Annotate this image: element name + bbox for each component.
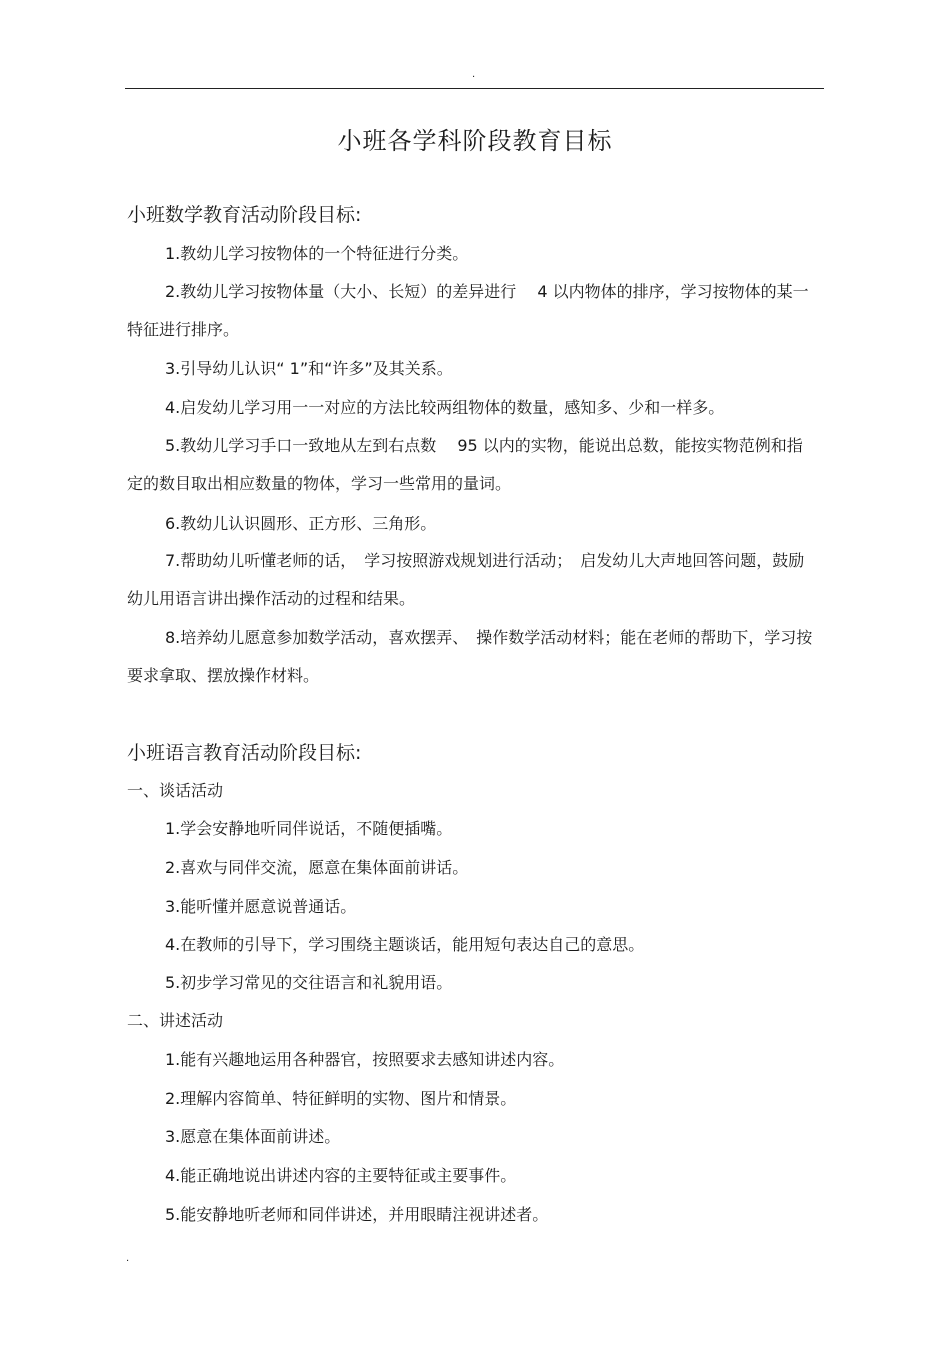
math-item-6: 6.教幼儿认识圆形、正方形、三角形。 [165, 514, 437, 533]
narrate-item-4: 4.能正确地说出讲述内容的主要特征或主要事件。 [165, 1166, 517, 1185]
narrate-item-5: 5.能安静地听老师和同伴讲述，并用眼睛注视讲述者。 [165, 1205, 549, 1224]
talk-item-4: 4.在教师的引导下，学习围绕主题谈话，能用短句表达自己的意思。 [165, 935, 645, 954]
footer-mark: . [126, 1253, 130, 1264]
math-item-3: 3.引导幼儿认识“ 1”和“许多”及其关系。 [165, 359, 453, 378]
narrate-activity-heading: 二、讲述活动 [127, 1011, 224, 1030]
math-item-4: 4.启发幼儿学习用一一对应的方法比较两组物体的数量，感知多、少和一样多。 [165, 398, 725, 417]
narrate-item-2: 2.理解内容简单、特征鲜明的实物、图片和情景。 [165, 1089, 517, 1108]
header-rule [125, 88, 824, 89]
narrate-item-1: 1.能有兴趣地运用各种器官，按照要求去感知讲述内容。 [165, 1050, 565, 1069]
math-item-5: 5.教幼儿学习手口一致地从左到右点数 95 以内的实物，能说出总数，能按实物范例和指定的数目取出相应数量的物体，学习一些常用的量词。 [127, 436, 803, 493]
narrate-item-3: 3.愿意在集体面前讲述。 [165, 1127, 341, 1146]
language-section-heading: 小班语言教育活动阶段目标: [127, 742, 362, 764]
talk-item-2: 2.喜欢与同伴交流，愿意在集体面前讲话。 [165, 858, 469, 877]
math-item-7: 7.帮助幼儿听懂老师的话， 学习按照游戏规划进行活动； 启发幼儿大声地回答问题，鼓励幼儿用语言讲出操作活动的过程和结果。 [127, 551, 805, 608]
talk-item-1: 1.学会安静地听同伴说话，不随便插嘴。 [165, 819, 453, 838]
talk-item-5: 5.初步学习常见的交往语言和礼貌用语。 [165, 973, 453, 992]
document-title: 小班各学科阶段教育目标 [337, 127, 613, 155]
math-item-1: 1.教幼儿学习按物体的一个特征进行分类。 [165, 244, 469, 263]
math-item-2: 2.教幼儿学习按物体量（大小、长短）的差异进行 4 以内物体的排序，学习按物体的某一特征进行排序。 [127, 282, 809, 339]
math-item-8: 8.培养幼儿愿意参加数学活动，喜欢摆弄、 操作数学活动材料；能在老师的帮助下，学习按要求拿取、摆放操作材料。 [127, 628, 813, 685]
talk-item-3: 3.能听懂并愿意说普通话。 [165, 897, 357, 916]
header-mark: . [472, 69, 476, 80]
talk-activity-heading: 一、谈话活动 [127, 781, 224, 800]
math-section-heading: 小班数学教育活动阶段目标: [127, 204, 362, 226]
